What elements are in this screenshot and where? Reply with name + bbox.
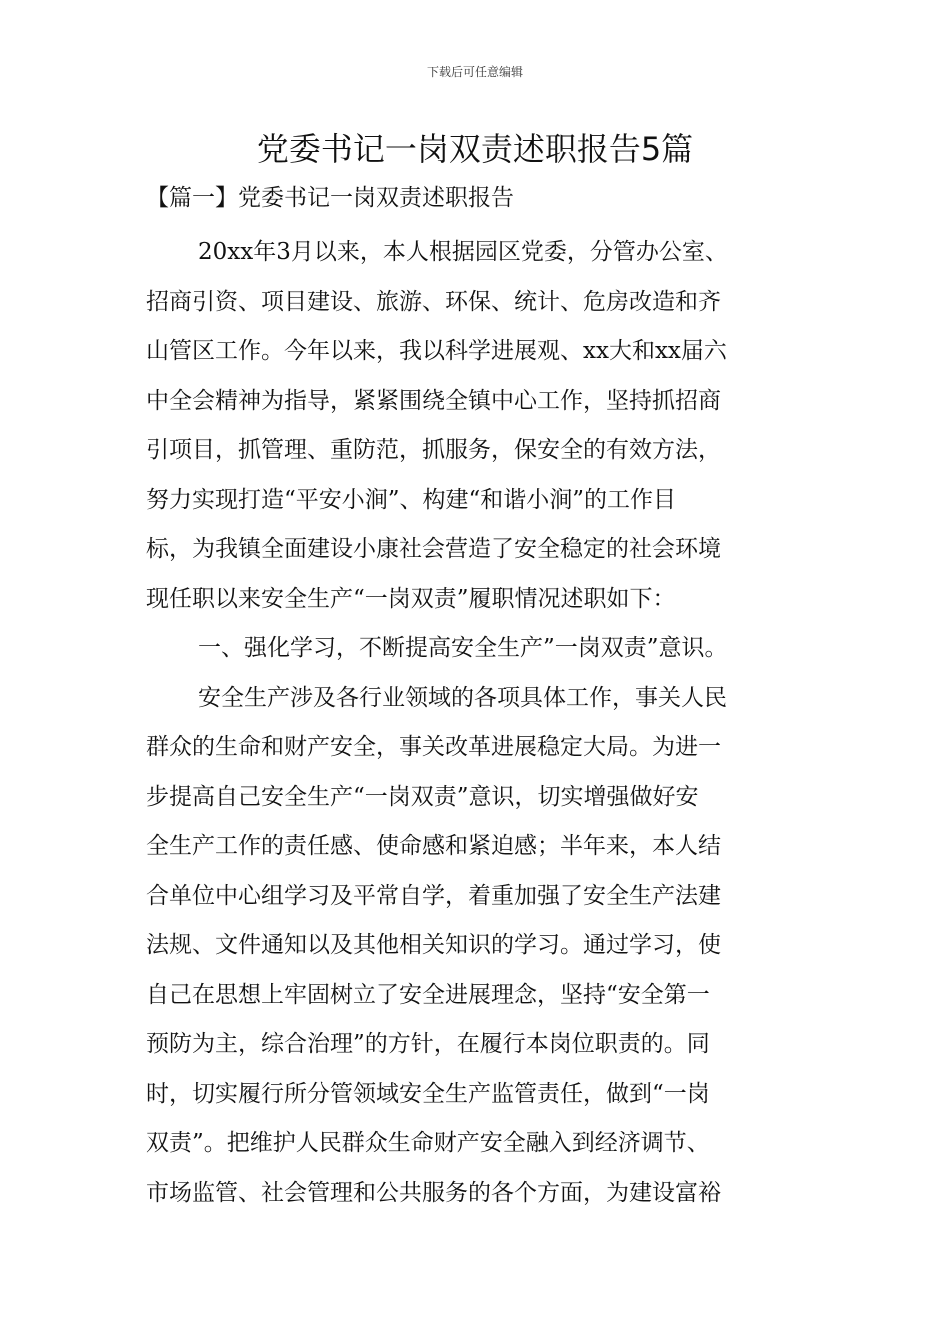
paragraph-line: 中全会精神为指导，紧紧围绕全镇中心工作，坚持抓招商 (146, 387, 721, 414)
paragraph-line: 合单位中心组学习及平常自学，着重加强了安全生产法建 (146, 882, 721, 909)
paragraph-line: 引项目，抓管理、重防范，抓服务，保安全的有效方法， (146, 437, 721, 463)
paragraph-line: 市场监管、社会管理和公共服务的各个方面，为建设富裕 (146, 1179, 721, 1206)
body-text (146, 228, 826, 1218)
paragraph-line: 山管区工作。今年以来，我以科学进展观、xx大和xx届六 (146, 338, 727, 364)
paragraph-line: 自己在思想上牢固树立了安全进展理念，坚持“安全第一 (146, 981, 710, 1008)
paragraph-line: 群众的生命和财产安全，事关改革进展稳定大局。为进一 (146, 734, 721, 760)
paragraph-line: 招商引资、项目建设、旅游、环保、统计、危房改造和齐 (146, 288, 721, 315)
paragraph-line: 步提高自己安全生产“一岗双责”意识，切实增强做好安 (146, 783, 699, 810)
section-heading: 【篇一】党委书记一岗双责述职报告 (146, 185, 514, 211)
paragraph-line: 标，为我镇全面建设小康社会营造了安全稳定的社会环境 (146, 536, 721, 562)
paragraph-line: 努力实现打造“平安小涧”、构建“和谐小涧”的工作目 (146, 486, 677, 513)
paragraph-line: 双责”。把维护人民群众生命财产安全融入到经济调节、 (146, 1130, 710, 1156)
subheading-line: 一、强化学习，不断提高安全生产”一岗双责”意识。 (198, 635, 728, 661)
paragraph-line: 法规、文件通知以及其他相关知识的学习。通过学习，使 (146, 932, 721, 958)
paragraph-line: 20xx年3月以来，本人根据园区党委，分管办公室、 (198, 239, 728, 265)
paragraph-line: 全生产工作的责任感、使命感和紧迫感；半年来，本人结 (146, 833, 721, 859)
paragraph-line: 现任职以来安全生产“一岗双责”履职情况述职如下： (146, 585, 676, 612)
paragraph-line: 时，切实履行所分管领域安全生产监管责任，做到“一岗 (146, 1080, 710, 1107)
paragraph-line: 安全生产涉及各行业领域的各项具体工作，事关人民 (198, 684, 727, 711)
paragraph-line: 预防为主，综合治理”的方针，在履行本岗位职责的。同 (146, 1031, 710, 1057)
document-title: 党委书记一岗双责述职报告5篇 (256, 130, 694, 168)
header-note: 下载后可任意编辑 (426, 65, 523, 79)
